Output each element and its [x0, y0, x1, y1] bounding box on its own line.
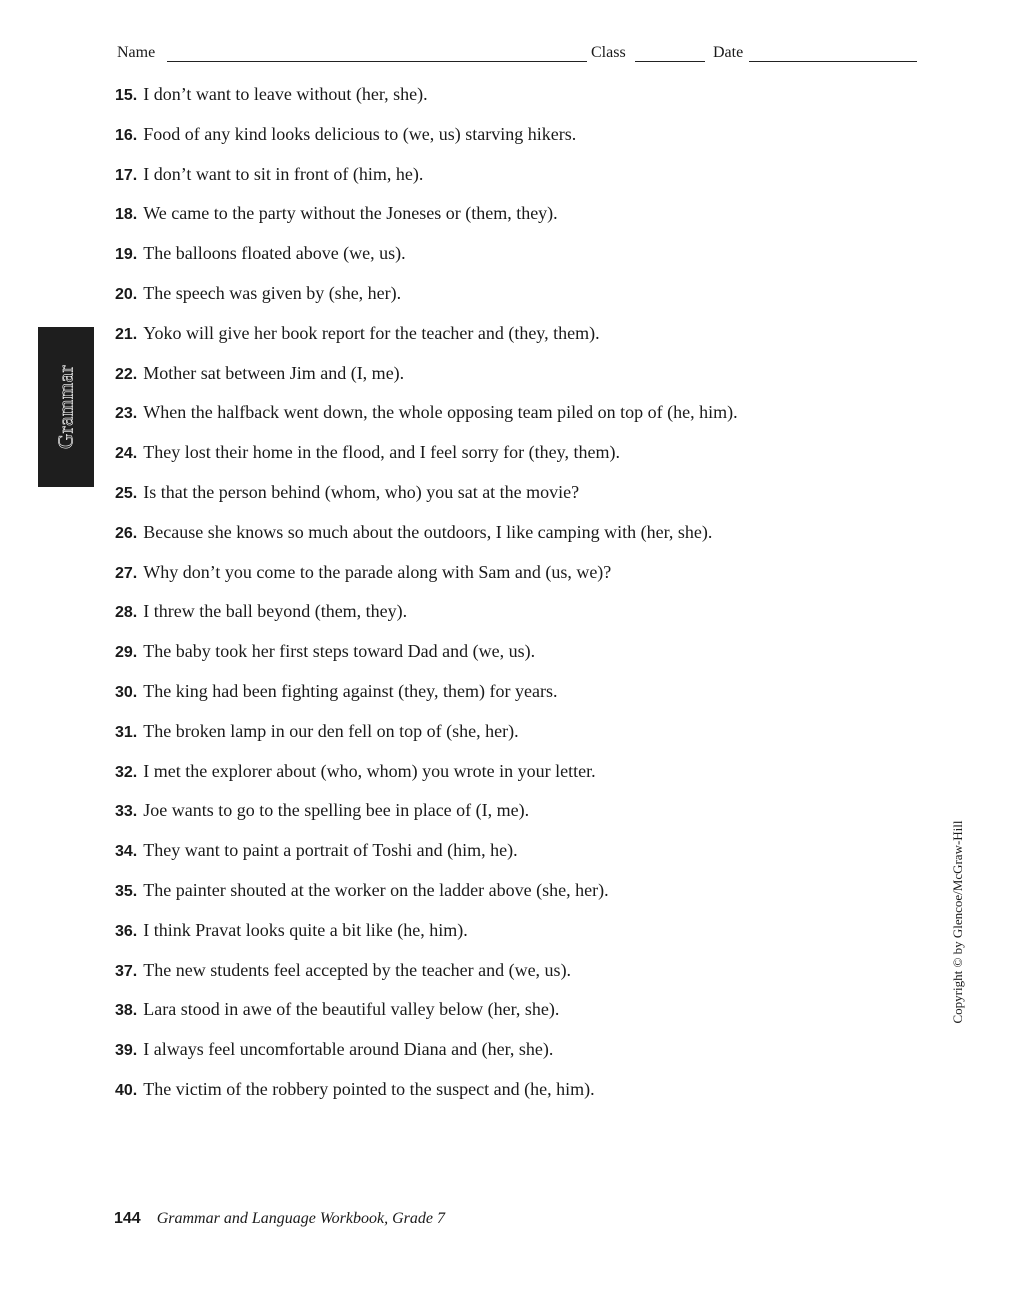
question-text: They lost their home in the flood, and I feel sorry for (they, them). [143, 442, 620, 463]
question-number: 19. [115, 246, 138, 264]
page-number: 144 [114, 1210, 141, 1227]
question-text: The victim of the robbery pointed to the suspect and (he, him). [143, 1078, 595, 1099]
class-line [635, 61, 705, 62]
question-item [115, 1078, 915, 1118]
question-number: 35. [115, 882, 138, 900]
question-list [115, 83, 915, 1118]
question-text: The king had been fighting against (they, them) for years. [143, 680, 558, 701]
question-text: The new students feel accepted by the teacher and (we, us). [143, 959, 572, 980]
question-number: 36. [115, 922, 138, 940]
question-text: They want to paint a portrait of Toshi and (him, he). [143, 840, 518, 861]
question-item [115, 242, 915, 282]
question-number: 23. [115, 405, 138, 423]
question-text: Food of any kind looks delicious to (we, us) starving hikers. [143, 123, 577, 144]
header-row [117, 44, 917, 66]
question-text: The speech was given by (she, her). [143, 282, 402, 303]
grammar-side-tab [38, 327, 94, 487]
question-item [115, 680, 915, 720]
name-line [167, 61, 587, 62]
question-text: Why don’t you come to the parade along with Sam and (us, we)? [143, 561, 612, 582]
question-item [115, 600, 915, 640]
question-item [115, 959, 915, 999]
date-label: Date [713, 44, 744, 61]
question-item [115, 998, 915, 1038]
question-text: Joe wants to go to the spelling bee in place of (I, me). [143, 800, 530, 821]
question-number: 28. [115, 604, 138, 622]
question-text: I always feel uncomfortable around Diana and (her, she). [143, 1039, 554, 1060]
date-line [749, 61, 917, 62]
question-text: I think Pravat looks quite a bit like (he, him). [143, 919, 468, 940]
question-text: The baby took her first steps toward Dad and (we, us). [143, 641, 536, 662]
question-number: 24. [115, 445, 138, 463]
question-item [115, 760, 915, 800]
question-number: 20. [115, 285, 138, 303]
question-text: We came to the party without the Joneses or (them, they). [143, 203, 558, 224]
question-item [115, 282, 915, 322]
question-number: 17. [115, 166, 138, 184]
name-label: Name [117, 44, 156, 61]
question-text: The painter shouted at the worker on the ladder above (she, her). [143, 879, 609, 900]
question-text: Mother sat between Jim and (I, me). [143, 362, 405, 383]
question-text: Lara stood in awe of the beautiful valley below (her, she). [143, 999, 560, 1020]
question-number: 39. [115, 1042, 138, 1060]
question-number: 30. [115, 683, 138, 701]
question-text: Is that the person behind (whom, who) you sat at the movie? [143, 481, 580, 502]
question-number: 16. [115, 126, 138, 144]
question-item [115, 640, 915, 680]
question-text: The balloons floated above (we, us). [143, 243, 406, 264]
question-item [115, 401, 915, 441]
question-number: 33. [115, 803, 138, 821]
question-item [115, 879, 915, 919]
question-text: When the halfback went down, the whole opposing team piled on top of (he, him). [143, 402, 738, 423]
question-item [115, 839, 915, 879]
side-tab-label: Grammar [53, 365, 78, 449]
question-number: 22. [115, 365, 138, 383]
question-number: 37. [115, 962, 138, 980]
question-text: I don’t want to leave without (her, she). [143, 84, 428, 104]
question-number: 32. [115, 763, 138, 781]
class-label: Class [591, 44, 626, 61]
question-number: 25. [115, 484, 138, 502]
question-number: 27. [115, 564, 138, 582]
question-item [115, 481, 915, 521]
question-number: 15. [115, 87, 138, 104]
question-text: I threw the ball beyond (them, they). [143, 601, 408, 622]
question-item [115, 202, 915, 242]
question-text: I met the explorer about (who, whom) you wrote in your letter. [143, 760, 596, 781]
question-text: Yoko will give her book report for the teacher and (they, them). [143, 322, 600, 343]
question-item [115, 1038, 915, 1078]
question-number: 38. [115, 1002, 138, 1020]
question-text: Because she knows so much about the outdoors, I like camping with (her, she). [143, 521, 713, 542]
question-number: 31. [115, 723, 138, 741]
workbook-title: Grammar and Language Workbook, Grade 7 [156, 1210, 445, 1227]
question-item [115, 441, 915, 481]
question-item [115, 322, 915, 362]
question-number: 40. [115, 1081, 138, 1099]
question-item [115, 919, 915, 959]
question-item [115, 521, 915, 561]
question-text: I don’t want to sit in front of (him, he). [143, 163, 424, 184]
question-number: 34. [115, 843, 138, 861]
question-item [115, 561, 915, 601]
copyright-notice: Copyright © by Glencoe/McGraw-Hill [950, 820, 965, 1024]
question-number: 29. [115, 644, 138, 662]
question-text: The broken lamp in our den fell on top of (she, her). [143, 720, 519, 741]
question-item [115, 362, 915, 402]
page-footer [114, 1210, 445, 1228]
question-item [115, 799, 915, 839]
question-item [115, 163, 915, 203]
question-number: 21. [115, 325, 138, 343]
question-item [115, 720, 915, 760]
question-number: 18. [115, 206, 138, 224]
question-item [115, 123, 915, 163]
question-item [115, 83, 915, 123]
question-number: 26. [115, 524, 138, 542]
